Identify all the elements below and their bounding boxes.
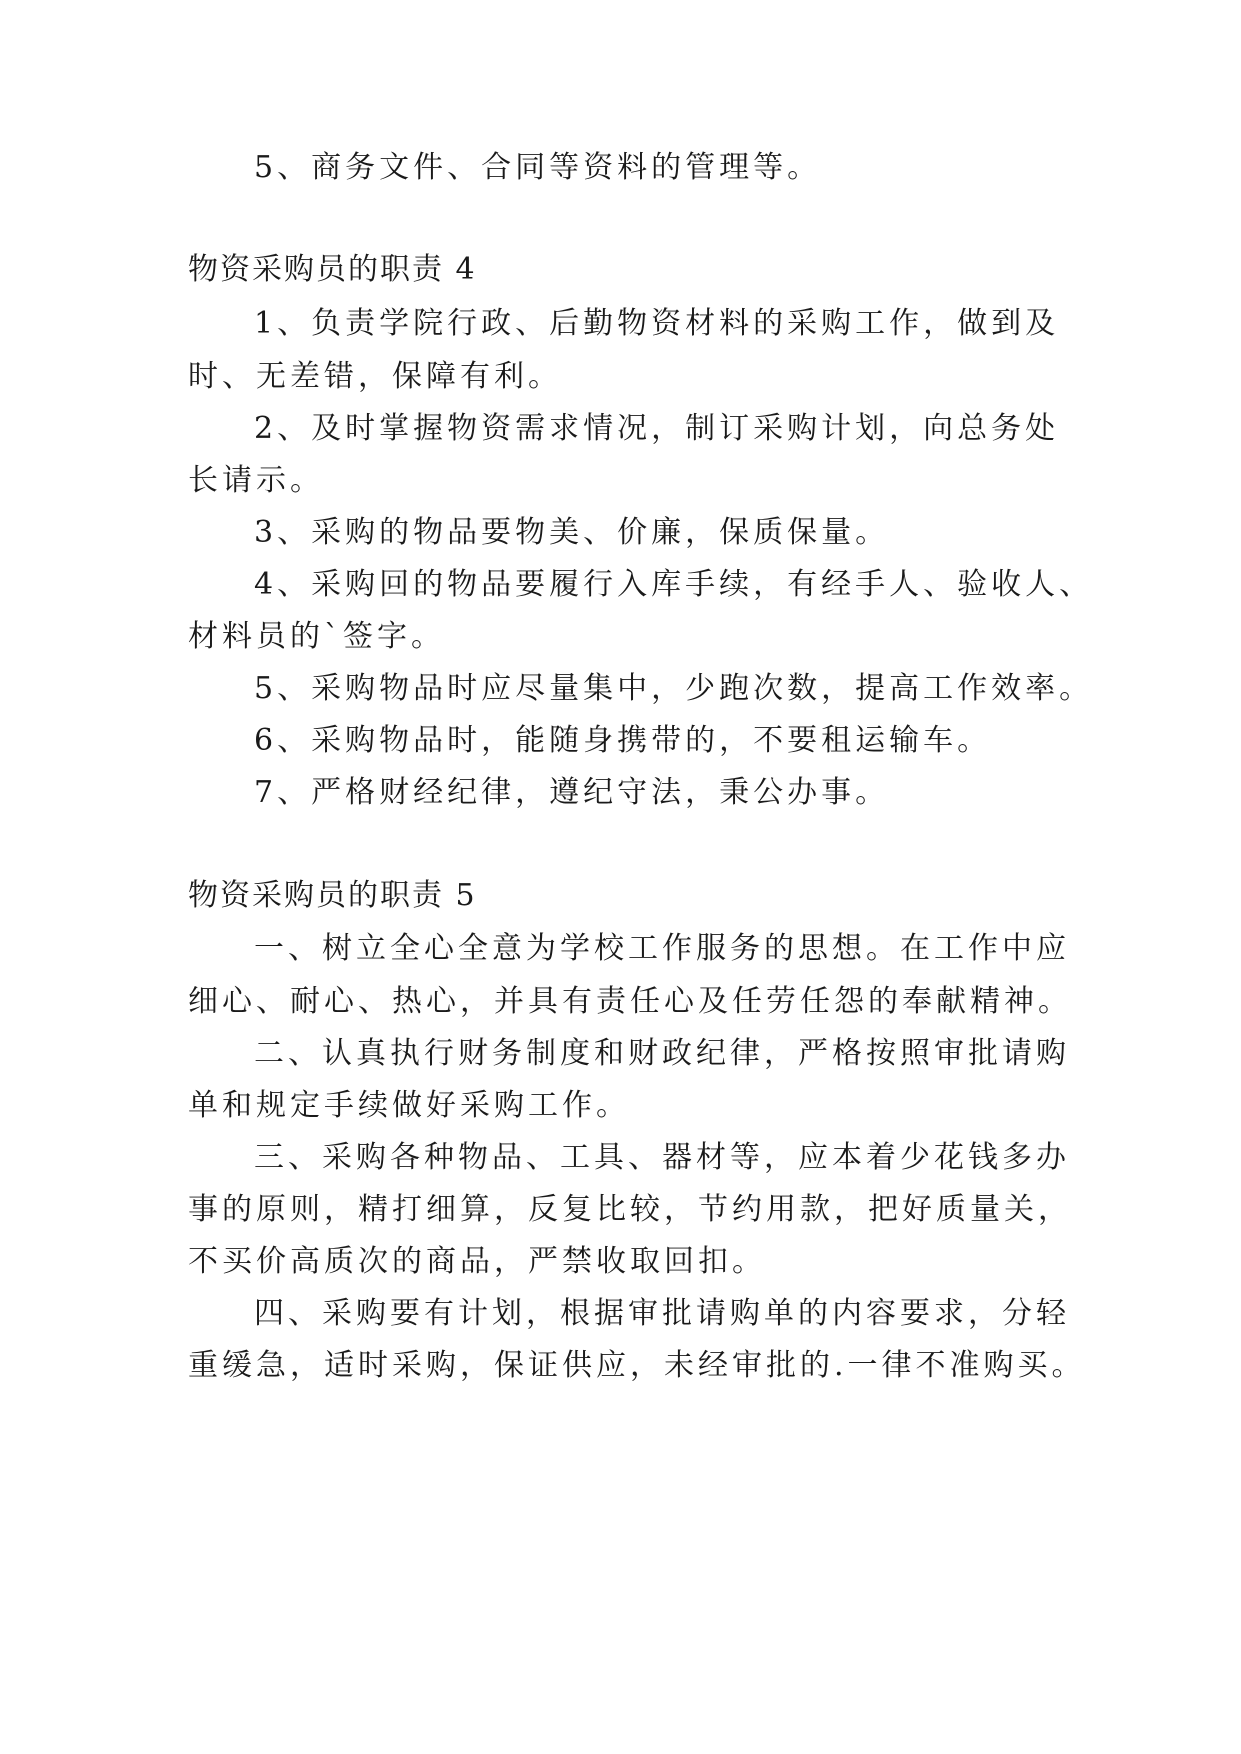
paragraph-line: 5、采购物品时应尽量集中，少跑次数，提高工作效率。 xyxy=(254,671,1094,706)
paragraph-line: 细心、耐心、热心，并具有责任心及任劳任怨的奉献精神。 xyxy=(188,984,1072,1019)
paragraph-line: 6、采购物品时，能随身携带的，不要租运输车。 xyxy=(254,723,992,758)
paragraph-line: 不买价高质次的商品，严禁收取回扣。 xyxy=(188,1244,766,1279)
paragraph-line: 四、采购要有计划，根据审批请购单的内容要求，分轻 xyxy=(254,1296,1070,1331)
paragraph-line: 7、严格财经纪律，遵纪守法，秉公办事。 xyxy=(254,775,890,810)
paragraph-line: 事的原则，精打细算，反复比较，节约用款，把好质量关， xyxy=(188,1192,1072,1227)
paragraph-line: 1、负责学院行政、后勤物资材料的采购工作，做到及 xyxy=(254,306,1060,341)
paragraph-line: 4、采购回的物品要履行入库手续，有经手人、验收人、 xyxy=(254,567,1094,602)
paragraph-line: 5、商务文件、合同等资料的管理等。 xyxy=(254,150,822,185)
paragraph-line: 3、采购的物品要物美、价廉，保质保量。 xyxy=(254,515,890,550)
section-heading: 物资采购员的职责 5 xyxy=(188,878,477,913)
paragraph-line: 三、采购各种物品、工具、器材等，应本着少花钱多办 xyxy=(254,1140,1070,1175)
paragraph-line: 重缓急，适时采购，保证供应，未经审批的.一律不准购买。 xyxy=(188,1348,1086,1383)
section-heading: 物资采购员的职责 4 xyxy=(188,252,477,287)
paragraph-line: 一、树立全心全意为学校工作服务的思想。在工作中应 xyxy=(254,931,1070,966)
paragraph-line: 单和规定手续做好采购工作。 xyxy=(188,1088,630,1123)
paragraph-line: 2、及时掌握物资需求情况，制订采购计划，向总务处 xyxy=(254,411,1060,446)
paragraph-line: 长请示。 xyxy=(188,463,324,498)
paragraph-line: 时、无差错，保障有利。 xyxy=(188,359,562,394)
paragraph-line: 二、认真执行财务制度和财政纪律，严格按照审批请购 xyxy=(254,1036,1070,1071)
paragraph-line: 材料员的`签字。 xyxy=(188,619,445,654)
